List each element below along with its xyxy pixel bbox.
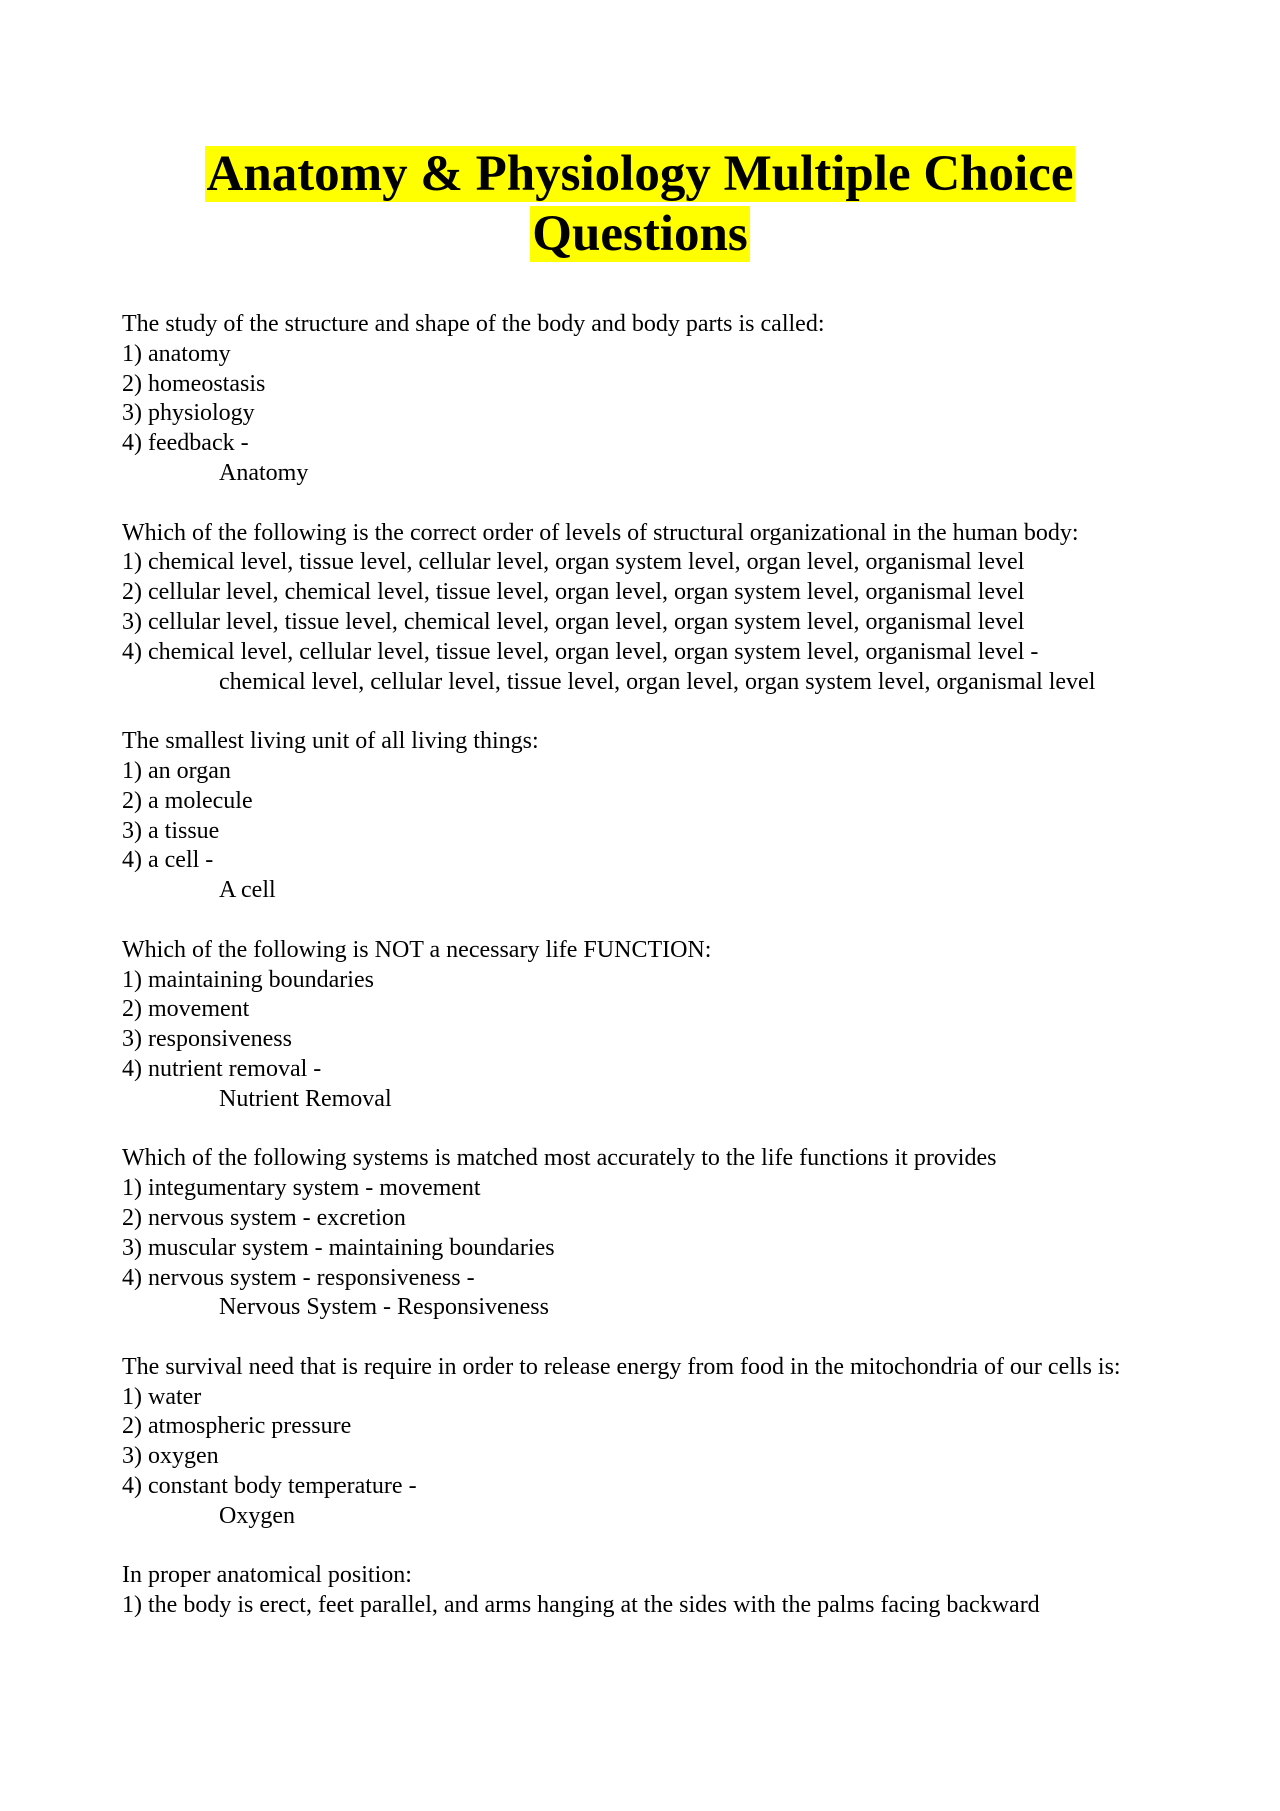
option-4: 4) constant body temperature -	[122, 1473, 417, 1500]
question-5	[122, 1144, 1172, 1323]
option-1: 1) maintaining boundaries	[122, 966, 374, 993]
question-text: The survival need that is require in order to release energy from food in the mitochondria of our cells is:	[122, 1353, 1121, 1380]
option-2: 2) atmospheric pressure	[122, 1413, 352, 1440]
question-list	[122, 310, 1172, 1651]
document-title	[0, 144, 1280, 264]
question-text: In proper anatomical position:	[122, 1562, 412, 1589]
answer-text: chemical level, cellular level, tissue level, organ level, organ system level, organismal level	[219, 668, 1096, 695]
question-6	[122, 1353, 1172, 1532]
option-1: 1) an organ	[122, 757, 231, 784]
answer-text: Nervous System - Responsiveness	[219, 1294, 549, 1321]
option-4: 4) feedback -	[122, 430, 249, 457]
question-text: The study of the structure and shape of the body and body parts is called:	[122, 311, 825, 337]
option-2: 2) nervous system - excretion	[122, 1204, 406, 1231]
option-4: 4) a cell -	[122, 847, 214, 874]
option-3: 3) cellular level, tissue level, chemical level, organ level, organ system level, organismal level	[122, 608, 1025, 635]
answer-text: A cell	[219, 877, 276, 904]
title-line-2: Questions	[532, 206, 748, 262]
question-3	[122, 727, 1172, 906]
question-text: Which of the following systems is matched most accurately to the life functions it provides	[122, 1145, 997, 1172]
question-text: Which of the following is the correct order of levels of structural organizational in the human body:	[122, 519, 1079, 546]
option-1: 1) chemical level, tissue level, cellular level, organ system level, organ level, organismal level	[122, 549, 1025, 576]
option-2: 2) homeostasis	[122, 370, 266, 397]
answer-text: Anatomy	[219, 459, 309, 486]
option-3: 3) responsiveness	[122, 1026, 292, 1053]
option-3: 3) muscular system - maintaining boundaries	[122, 1234, 555, 1261]
option-4: 4) chemical level, cellular level, tissue level, organ level, organ system level, organismal level -	[122, 638, 1039, 665]
question-2	[122, 519, 1172, 698]
answer-text: Nutrient Removal	[219, 1085, 392, 1112]
answer-text: Oxygen	[219, 1502, 295, 1529]
option-1: 1) water	[122, 1383, 202, 1410]
question-7	[122, 1561, 1172, 1621]
option-2: 2) cellular level, chemical level, tissue level, organ level, organ system level, organismal level	[122, 579, 1025, 606]
option-1: 1) integumentary system - movement	[122, 1175, 481, 1202]
question-text: The smallest living unit of all living things:	[122, 728, 539, 755]
question-4	[122, 936, 1172, 1115]
option-1: 1) anatomy	[122, 340, 231, 367]
title-line-1: Anatomy & Physiology Multiple Choice	[206, 146, 1074, 202]
option-1: 1) the body is erect, feet parallel, and arms hanging at the sides with the palms facing backward	[122, 1592, 1040, 1619]
question-1	[122, 310, 1172, 489]
option-4: 4) nervous system - responsiveness -	[122, 1264, 475, 1291]
option-4: 4) nutrient removal -	[122, 1055, 322, 1082]
option-3: 3) a tissue	[122, 817, 220, 844]
option-3: 3) physiology	[122, 400, 255, 427]
option-2: 2) a molecule	[122, 787, 253, 814]
option-3: 3) oxygen	[122, 1443, 219, 1470]
option-2: 2) movement	[122, 996, 250, 1023]
question-text: Which of the following is NOT a necessary life FUNCTION:	[122, 936, 712, 963]
